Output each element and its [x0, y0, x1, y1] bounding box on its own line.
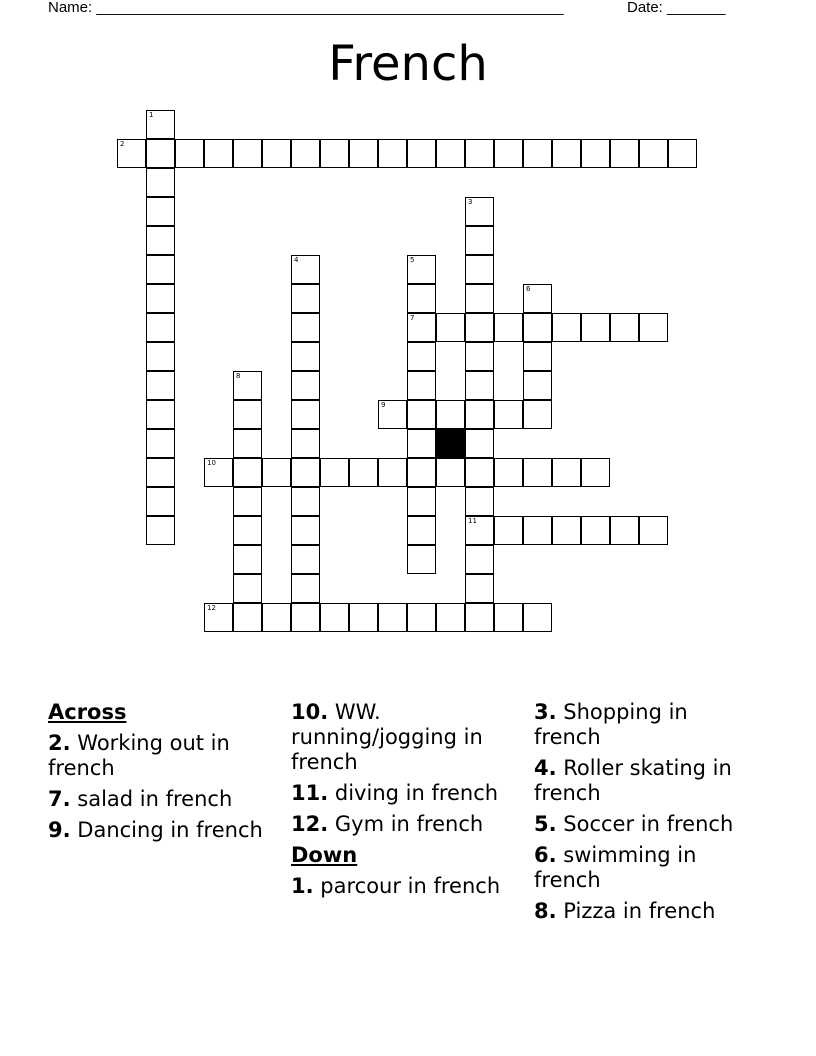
grid-cell[interactable] — [291, 342, 320, 371]
grid-cell[interactable] — [407, 429, 436, 458]
grid-cell[interactable] — [378, 603, 407, 632]
grid-cell[interactable] — [523, 139, 552, 168]
grid-cell[interactable] — [291, 545, 320, 574]
clue-down-5 — [534, 812, 759, 837]
clue-number: 3. — [534, 700, 557, 724]
clue-number: 8. — [534, 899, 557, 923]
grid-cell[interactable] — [146, 342, 175, 371]
grid-cell[interactable] — [552, 139, 581, 168]
grid-cell[interactable] — [349, 139, 378, 168]
grid-cell[interactable] — [349, 458, 378, 487]
clue-number: 6. — [534, 843, 557, 867]
grid-cell[interactable] — [291, 255, 320, 284]
grid-cell[interactable] — [378, 458, 407, 487]
grid-cell[interactable] — [146, 139, 175, 168]
grid-cell[interactable] — [233, 429, 262, 458]
grid-cell[interactable] — [494, 458, 523, 487]
grid-block-cell — [436, 429, 465, 458]
grid-cell[interactable] — [407, 342, 436, 371]
grid-cell[interactable] — [465, 429, 494, 458]
clue-down-4 — [534, 756, 759, 806]
clue-number: 1. — [291, 874, 314, 898]
grid-cell[interactable] — [320, 139, 349, 168]
grid-cell[interactable] — [523, 371, 552, 400]
grid-cell[interactable] — [639, 313, 668, 342]
grid-cell[interactable] — [291, 487, 320, 516]
grid-cell[interactable] — [291, 458, 320, 487]
cell-number: 4 — [294, 256, 299, 264]
grid-cell[interactable] — [233, 458, 262, 487]
clue-across-9 — [48, 818, 273, 843]
grid-cell[interactable] — [233, 371, 262, 400]
cell-number: 2 — [120, 140, 125, 148]
cell-number: 1 — [149, 111, 154, 119]
grid-cell[interactable] — [146, 255, 175, 284]
grid-cell[interactable] — [465, 255, 494, 284]
grid-cell[interactable] — [407, 400, 436, 429]
clue-text: WW. running/jogging in french — [291, 700, 483, 774]
grid-cell[interactable] — [494, 603, 523, 632]
grid-cell[interactable] — [233, 574, 262, 603]
grid-cell[interactable] — [320, 603, 349, 632]
grid-cell[interactable] — [146, 458, 175, 487]
grid-cell[interactable] — [262, 139, 291, 168]
grid-cell[interactable] — [233, 139, 262, 168]
grid-cell[interactable] — [262, 603, 291, 632]
cell-number: 12 — [207, 604, 216, 612]
grid-cell[interactable] — [407, 458, 436, 487]
grid-cell[interactable] — [523, 458, 552, 487]
clue-number: 12. — [291, 812, 329, 836]
clue-number: 4. — [534, 756, 557, 780]
grid-cell[interactable] — [523, 342, 552, 371]
grid-cell[interactable] — [291, 284, 320, 313]
cell-number: 11 — [468, 517, 477, 525]
clue-text: Pizza in french — [563, 899, 716, 923]
grid-cell[interactable] — [233, 400, 262, 429]
clue-across-12 — [291, 812, 516, 837]
cell-number: 9 — [381, 401, 386, 409]
grid-cell[interactable] — [465, 342, 494, 371]
grid-cell[interactable] — [291, 516, 320, 545]
grid-cell[interactable] — [581, 313, 610, 342]
grid-cell[interactable] — [233, 603, 262, 632]
grid-cell[interactable] — [610, 516, 639, 545]
grid-cell[interactable] — [581, 458, 610, 487]
grid-cell[interactable] — [552, 516, 581, 545]
cell-number: 5 — [410, 256, 415, 264]
grid-cell[interactable] — [465, 197, 494, 226]
grid-cell[interactable] — [407, 313, 436, 342]
grid-cell[interactable] — [175, 139, 204, 168]
grid-cell[interactable] — [117, 139, 146, 168]
clue-across-10 — [291, 700, 516, 775]
grid-cell[interactable] — [146, 226, 175, 255]
grid-cell[interactable] — [523, 284, 552, 313]
grid-cell[interactable] — [552, 313, 581, 342]
grid-cell[interactable] — [291, 139, 320, 168]
date-field-label: Date: _______ — [627, 0, 726, 16]
clue-column-3 — [534, 700, 759, 930]
grid-cell[interactable] — [436, 139, 465, 168]
grid-cell[interactable] — [465, 284, 494, 313]
grid-cell[interactable] — [291, 371, 320, 400]
clue-number: 9. — [48, 818, 71, 842]
grid-cell[interactable] — [407, 516, 436, 545]
grid-cell[interactable] — [291, 313, 320, 342]
grid-cell[interactable] — [146, 516, 175, 545]
clue-number: 10. — [291, 700, 329, 724]
clue-number: 5. — [534, 812, 557, 836]
grid-cell[interactable] — [407, 284, 436, 313]
clue-text: swimming in french — [534, 843, 697, 892]
grid-cell[interactable] — [349, 603, 378, 632]
grid-cell[interactable] — [146, 487, 175, 516]
cell-number: 3 — [468, 198, 473, 206]
grid-cell[interactable] — [378, 139, 407, 168]
grid-cell[interactable] — [146, 371, 175, 400]
worksheet-header — [0, 0, 816, 24]
grid-cell[interactable] — [407, 545, 436, 574]
clue-across-7 — [48, 787, 273, 812]
grid-cell[interactable] — [204, 603, 233, 632]
clue-text: salad in french — [77, 787, 233, 811]
clue-text: Roller skating in french — [534, 756, 732, 805]
grid-cell[interactable] — [523, 313, 552, 342]
down-heading: Down — [291, 843, 358, 867]
page-title: French — [328, 36, 488, 92]
grid-cell[interactable] — [523, 516, 552, 545]
grid-cell[interactable] — [494, 313, 523, 342]
clue-down-1 — [291, 874, 516, 899]
grid-cell[interactable] — [262, 458, 291, 487]
clue-text: Working out in french — [48, 731, 230, 780]
cell-number: 6 — [526, 285, 531, 293]
grid-cell[interactable] — [146, 429, 175, 458]
grid-cell[interactable] — [204, 458, 233, 487]
clue-column-1 — [48, 700, 273, 849]
grid-cell[interactable] — [407, 139, 436, 168]
grid-cell[interactable] — [233, 516, 262, 545]
grid-cell[interactable] — [465, 574, 494, 603]
clue-number: 11. — [291, 781, 329, 805]
clue-number: 7. — [48, 787, 71, 811]
clue-number: 2. — [48, 731, 71, 755]
grid-cell[interactable] — [523, 603, 552, 632]
grid-cell[interactable] — [146, 400, 175, 429]
grid-cell[interactable] — [407, 487, 436, 516]
grid-cell[interactable] — [581, 139, 610, 168]
grid-cell[interactable] — [465, 371, 494, 400]
across-heading: Across — [48, 700, 127, 724]
grid-cell[interactable] — [204, 139, 233, 168]
grid-cell[interactable] — [639, 516, 668, 545]
clue-down-8 — [534, 899, 759, 924]
clue-text: diving in french — [334, 781, 499, 805]
grid-cell[interactable] — [407, 371, 436, 400]
grid-cell[interactable] — [378, 400, 407, 429]
grid-cell[interactable] — [465, 516, 494, 545]
clue-text: parcour in french — [320, 874, 501, 898]
grid-cell[interactable] — [610, 139, 639, 168]
grid-cell[interactable] — [146, 313, 175, 342]
grid-cell[interactable] — [668, 139, 697, 168]
grid-cell[interactable] — [465, 458, 494, 487]
grid-cell[interactable] — [291, 603, 320, 632]
grid-cell[interactable] — [407, 255, 436, 284]
clues-section — [0, 700, 816, 1000]
clue-text: Soccer in french — [563, 812, 734, 836]
grid-cell[interactable] — [233, 487, 262, 516]
grid-cell[interactable] — [581, 516, 610, 545]
grid-cell[interactable] — [436, 400, 465, 429]
grid-cell[interactable] — [494, 139, 523, 168]
grid-cell[interactable] — [639, 139, 668, 168]
grid-cell[interactable] — [465, 139, 494, 168]
cell-number: 10 — [207, 459, 216, 467]
grid-cell[interactable] — [465, 226, 494, 255]
clue-across-2 — [48, 731, 273, 781]
grid-cell[interactable] — [610, 313, 639, 342]
clue-text: Shopping in french — [534, 700, 688, 749]
grid-cell[interactable] — [291, 400, 320, 429]
grid-cell[interactable] — [465, 603, 494, 632]
clue-column-2 — [291, 700, 516, 905]
grid-cell[interactable] — [552, 458, 581, 487]
grid-cell[interactable] — [436, 313, 465, 342]
grid-cell[interactable] — [146, 110, 175, 139]
cell-number: 8 — [236, 372, 241, 380]
grid-cell[interactable] — [465, 313, 494, 342]
grid-cell[interactable] — [407, 603, 436, 632]
clue-text: Dancing in french — [77, 818, 263, 842]
grid-cell[interactable] — [146, 197, 175, 226]
grid-cell[interactable] — [146, 168, 175, 197]
grid-cell[interactable] — [523, 400, 552, 429]
clue-down-6 — [534, 843, 759, 893]
cell-number: 7 — [410, 314, 415, 322]
grid-cell[interactable] — [146, 284, 175, 313]
name-field-label: Name: ________________________________________________________ — [48, 0, 564, 16]
grid-cell[interactable] — [436, 458, 465, 487]
clue-down-3 — [534, 700, 759, 750]
clue-across-11 — [291, 781, 516, 806]
clue-text: Gym in french — [334, 812, 484, 836]
grid-cell[interactable] — [291, 574, 320, 603]
grid-cell[interactable] — [320, 458, 349, 487]
grid-cell[interactable] — [494, 516, 523, 545]
grid-cell[interactable] — [494, 400, 523, 429]
grid-cell[interactable] — [291, 429, 320, 458]
grid-cell[interactable] — [233, 545, 262, 574]
grid-cell[interactable] — [436, 603, 465, 632]
grid-cell[interactable] — [465, 545, 494, 574]
grid-cell[interactable] — [465, 487, 494, 516]
grid-cell[interactable] — [465, 400, 494, 429]
